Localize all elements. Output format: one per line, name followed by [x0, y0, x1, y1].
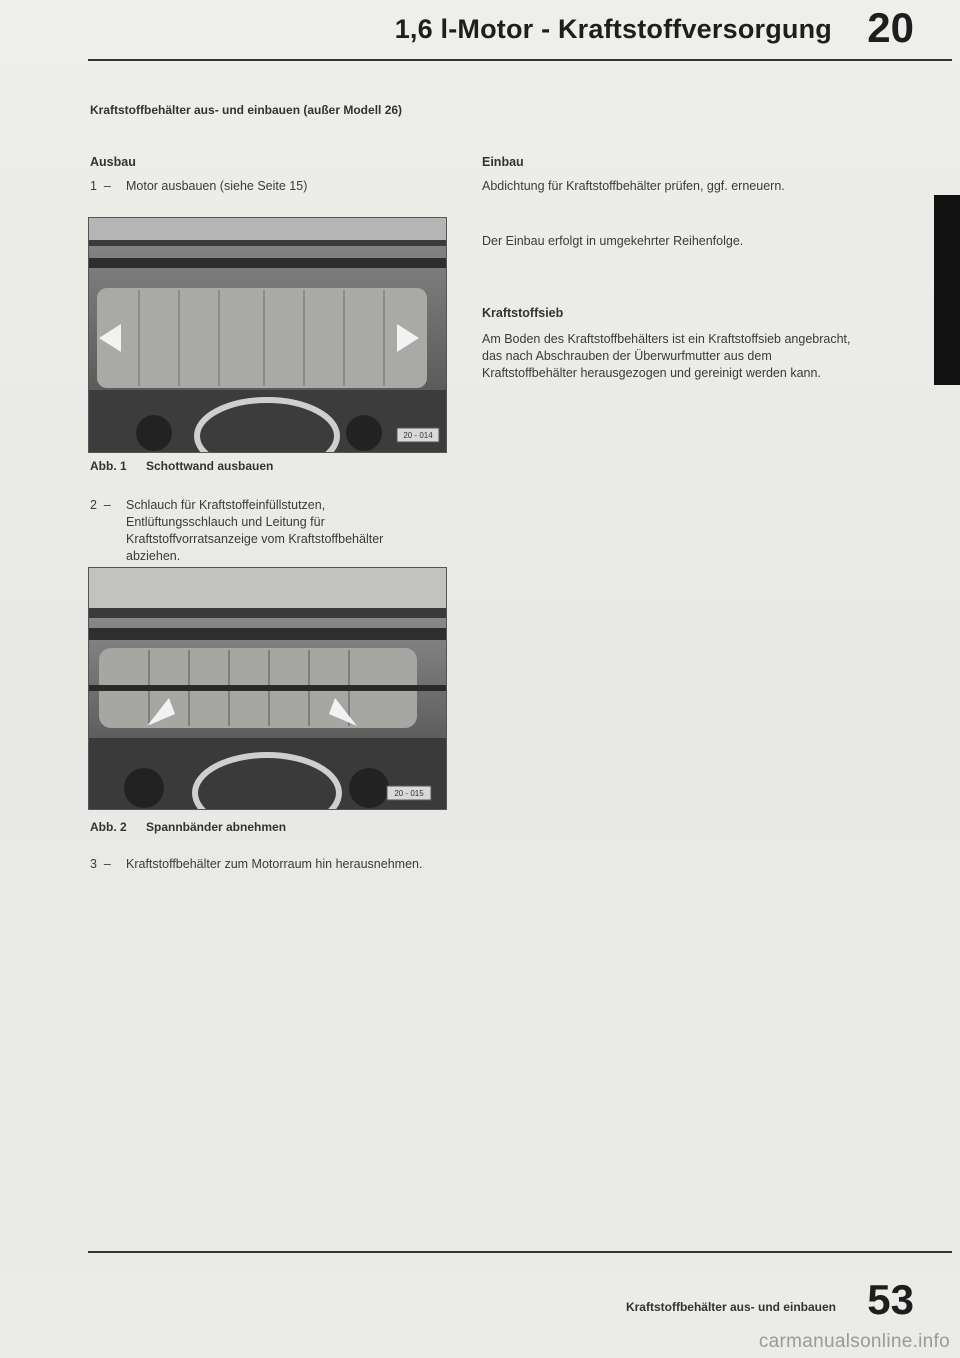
figure-2-number: Abb. 2 [90, 820, 127, 834]
einbau-paragraph-1: Abdichtung für Kraftstoffbehälter prüfen, ggf. erneuern. [482, 179, 785, 193]
section-title: Kraftstoffbehälter aus- und einbauen (außer Modell 26) [90, 103, 403, 117]
step-number: 2 – [90, 498, 111, 512]
einbau-paragraph-2: Der Einbau erfolgt in umgekehrter Reihenfolge. [482, 234, 744, 248]
step-number: 3 – [90, 857, 111, 871]
figure-1-caption-text: Schottwand ausbauen [146, 459, 274, 473]
figure-1-code: 20 - 014 [403, 431, 433, 440]
page-number: 53 [867, 1276, 914, 1323]
figure-1-caption [90, 459, 273, 473]
ausbau-step-2 [90, 497, 440, 565]
footer-title: Kraftstoffbehälter aus- und einbauen [625, 1300, 836, 1314]
step-text: Motor ausbauen (siehe Seite 15) [126, 179, 308, 193]
chapter-thumb-tab [934, 195, 960, 385]
watermark: carmanualsonline.info [758, 1331, 950, 1352]
step-number: 1 – [90, 179, 111, 193]
figure-2-caption [90, 820, 286, 834]
figure-2-photo [88, 567, 447, 810]
figure-1-number: Abb. 1 [90, 459, 127, 473]
figure-2-code: 20 - 015 [394, 789, 424, 798]
ausbau-step-1 [90, 178, 440, 195]
ausbau-heading: Ausbau [90, 155, 136, 169]
kraftstoffsieb-paragraph: Am Boden des Kraftstoffbehälters ist ein Kraftstoffsieb angebracht, das nach Abschrauben der Überwurfmutter aus dem Kraftstoffbehälter herausgezogen und gereinigt werden kann. [482, 332, 851, 380]
figure-1-photo [88, 217, 447, 453]
fuel-tank-photo-2 [89, 568, 446, 809]
figure-2-caption-text: Spannbänder abnehmen [146, 820, 287, 834]
einbau-heading: Einbau [482, 155, 524, 169]
footer-rule [88, 1251, 952, 1253]
kraftstoffsieb-heading: Kraftstoffsieb [482, 306, 564, 320]
step-text: Kraftstoffbehälter zum Motorraum hin herausnehmen. [126, 857, 423, 871]
fuel-tank-photo-1 [89, 218, 446, 452]
chapter-number: 20 [867, 4, 914, 51]
ausbau-step-3 [90, 856, 440, 873]
page-header-title: 1,6 l-Motor - Kraftstoffversorgung [394, 14, 832, 44]
step-text: Schlauch für Kraftstoffeinfüllstutzen, Entlüftungsschlauch und Leitung für Kraftstoffvorratsanzeige vom Kraftstoffbehälter abziehen. [126, 498, 384, 563]
header-rule [88, 59, 952, 61]
